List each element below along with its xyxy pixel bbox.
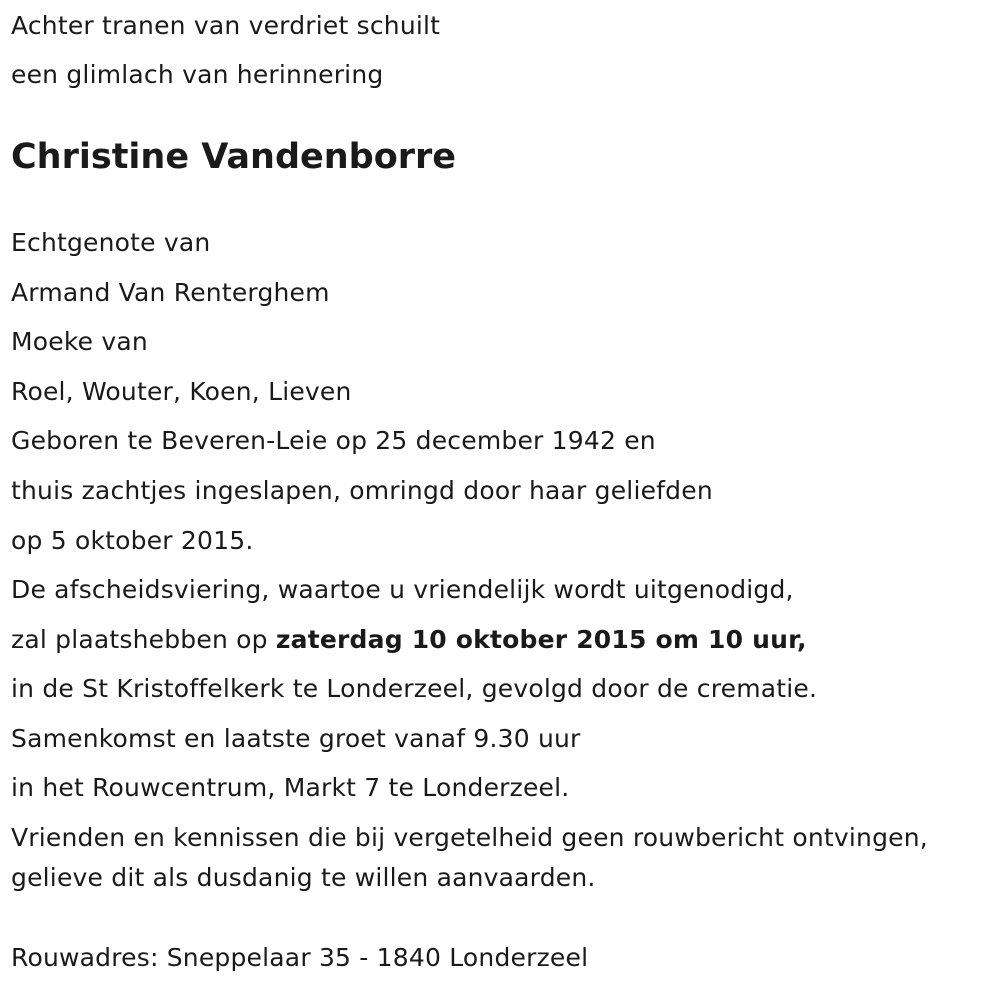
gathering-line-2: in het Rouwcentrum, Markt 7 te Londerzeel. [11,773,570,802]
children-names: Roel, Wouter, Koen, Lieven [11,377,352,406]
mourning-address: Rouwadres: Sneppelaar 35 - 1840 Londerzeel [11,943,589,972]
ceremony-datetime: zaterdag 10 oktober 2015 om 10 uur, [275,625,807,654]
deceased-name: Christine Vandenborre [11,137,457,177]
ceremony-prefix: zal plaatshebben op [11,625,276,654]
gathering-line-1: Samenkomst en laatste groet vanaf 9.30 uur [11,724,581,753]
quote-line-2: een glimlach van herinnering [11,60,384,89]
ceremony-place: in de St Kristoffelkerk te Londerzeel, gevolgd door de crematie. [11,674,818,703]
notice-line-1: Vrienden en kennissen die bij vergetelheid geen rouwbericht ontvingen, [11,823,928,852]
quote-line-1: Achter tranen van verdriet schuilt [11,11,441,40]
passing-line: thuis zachtjes ingeslapen, omringd door haar geliefden [11,476,713,505]
spouse-name: Armand Van Renterghem [11,278,330,307]
ceremony-intro: De afscheidsviering, waartoe u vriendelijk wordt uitgenodigd, [11,575,794,604]
ceremony-date-line [11,625,807,655]
birth-line: Geboren te Beveren-Leie op 25 december 1942 en [11,426,656,455]
death-date: op 5 oktober 2015. [11,526,254,555]
notice-line-2: gelieve dit als dusdanig te willen aanvaarden. [11,863,596,892]
spouse-label: Echtgenote van [11,228,211,257]
mother-label: Moeke van [11,327,148,356]
